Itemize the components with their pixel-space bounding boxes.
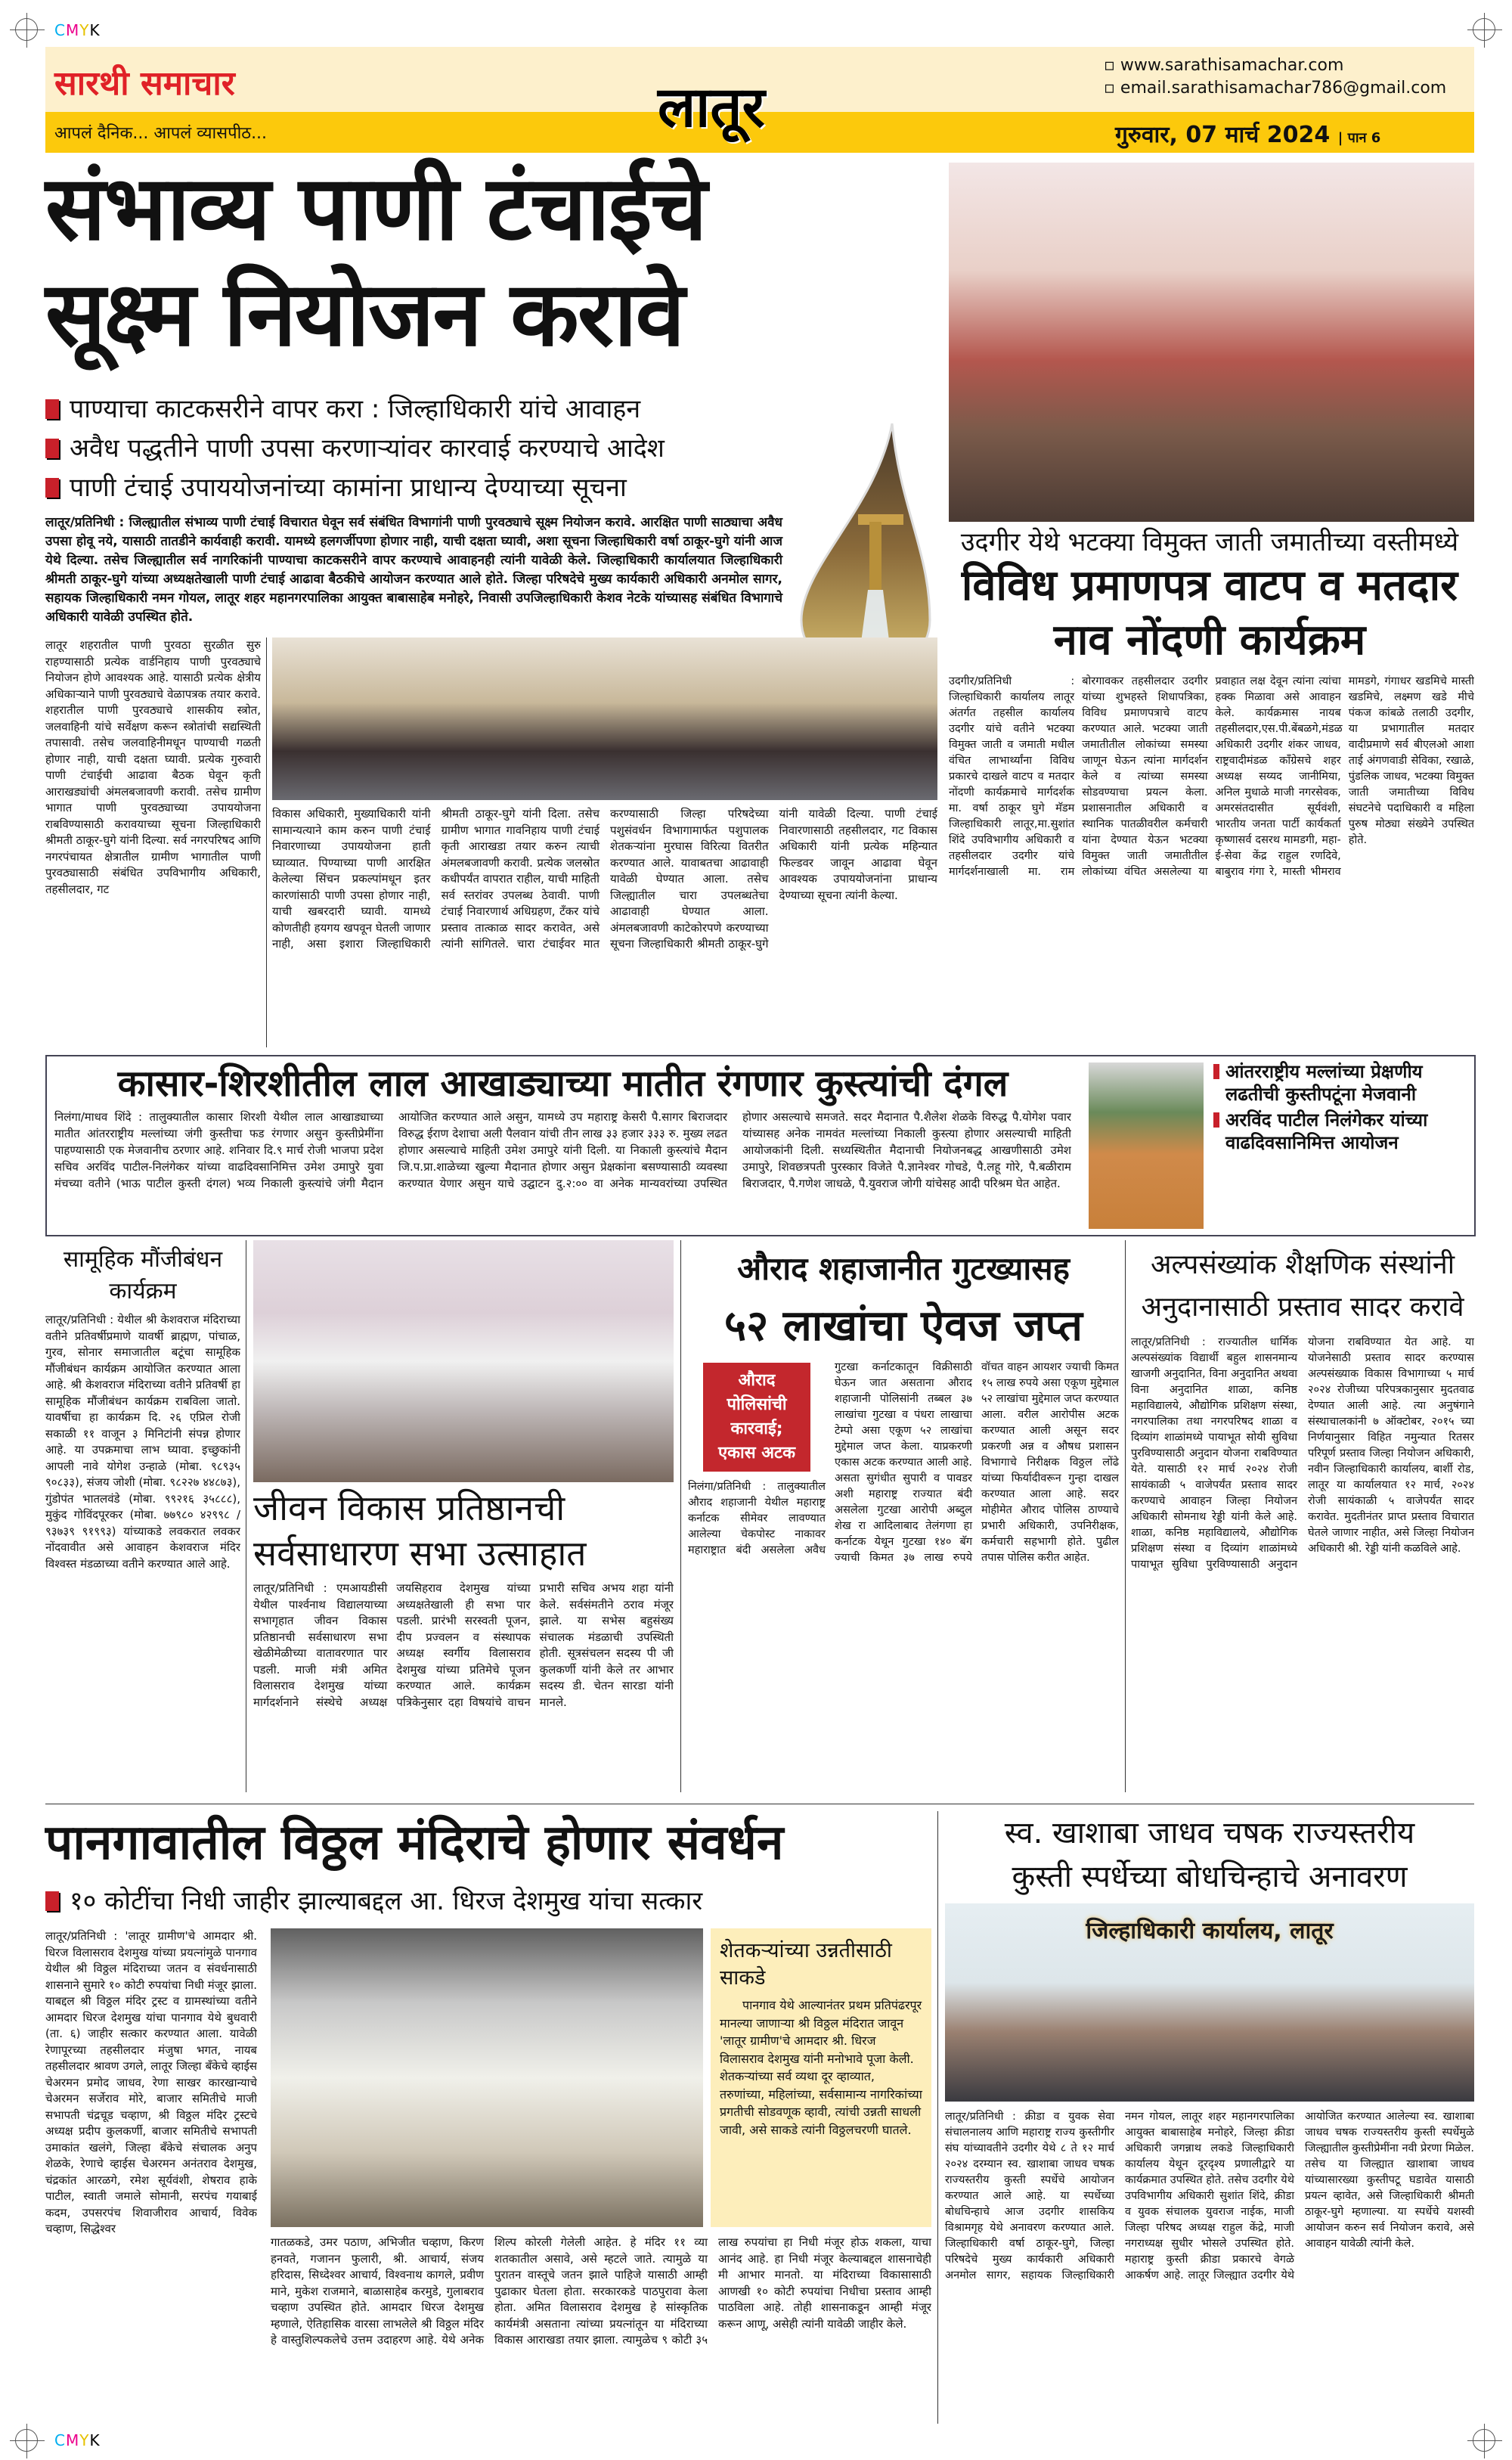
udgir-story	[945, 526, 1474, 1047]
udgir-body: उदगीर/प्रतिनिधी : जिल्हाधिकारी कार्यालय लातूर अंतर्गत तहसील कार्यालय उदगीर यांचे वतीने भटक्या विमुक्त जाती व जमाती मधील वंचित लाभार्थ्यांना विविध प्रकारचे दाखले वाटप व मतदार नोंदणी कार्यक्रमाचे मार्गदर्शक मा. वर्षा ठाकूर घुगे मॅडम जिल्हाधिकारी लातूर,मा.सुशांत शिंदे उपविभागीय अधिकारी व तहसीलदार उदगीर यांचे मार्गदर्शनाखाली मा. राम बोरगावकर तहसीलदार उदगीर यांच्या शुभहस्ते शिधापत्रिका, विविध प्रमाणपत्राचे वाटप करण्यात आले. भटक्या जाती जमातीतील लोकांच्या समस्या जाणून घेऊन त्यांना मार्गदर्शन केले व त्यांच्या समस्या सोडवण्याचा प्रयत्न केला. प्रशासनातील अधिकारी व स्थानिक पातळीवरील कर्मचारी यांना देण्यात येऊन भटक्या विमुक्त जाती जमातीतील लोकांच्या वंचित असलेल्या या प्रवाहात लक्ष देवून त्यांना त्यांचा हक्क मिळावा असे आवाहन केले. कार्यक्रमास नायब तहसीलदार,एस.पी.बेंबळगे,मंडळ अधिकारी उदगीर शंकर जाधव, राष्ट्रवादीमंडळ कॉंग्रेसचे शहर अध्यक्ष सय्यद जानीमिया, अनिल मुधाळे माजी नगरसेवक, अमरसंतदासीत सूर्यवंशी, भारतीय जनता पार्टी कार्यकर्ता कृष्णासर्व दसरथ मामडगी, महा-ई-सेवा केंद्र राहुल रणदिवे, बाबुराव गंगा रे, मास्ती भीमराव मामडगे, गंगाधर खडमिचे मास्ती खडमिचे, लक्ष्मण खडे मीचे पंकज कांबळे तलाठी उदगीर, या प्रभागातील मतदार वादीप्रमाणे सर्व बीएलओ आशा ताई अंगणवाडी सेविका, रखाळे, पुंडलिक जाधव, भटक्या विमुक्त जाती जमातीच्या विविध संघटनेचे पदाधिकारी व महिला पुरुष मोठ्या संख्येने उपस्थित होते.	[949, 675, 1474, 878]
bullet-item: अरविंद पाटील निलंगेकर यांच्या वाढदिवसानिमित्त आयोजन	[1213, 1109, 1470, 1154]
lead-headline: संभाव्य पाणी टंचाईचे सूक्ष्म नियोजन करावे	[45, 156, 706, 366]
contact-info	[1104, 54, 1446, 100]
munj-headline: सामूहिक मौंजीबंधन कार्यक्रम	[63, 1246, 223, 1304]
newspaper-logo: सारथी समाचार	[54, 64, 235, 103]
pangaon-body-under: गातळकडे, उमर पठाण, अभिजीत चव्हाण, किरण हनवते, गजानन फुलारी, श्री. आचार्य, संजय हरिदास, सिध्देश्वर आचार्य, विश्वनाथ कागले, प्रवीण माने, मुकेश राजमाने, बाळासाहेब करमुडे, गुलाबराव चव्हाण उपस्थित होते. आमदार धिरज देशमुख म्हणाले, ऐतिहासिक वारसा लाभलेले श्री विठ्ठल मंदिर हे वास्तुशिल्पकलेचे उत्तम उदाहरण आहे. येथे अनेक शिल्प कोरली गेलेली आहेत. हे मंदिर ११ व्या शतकातील असावे, असे म्हटले जाते. त्यामुळे या पुरातन वास्तूचे जतन झाले पाहिजे यासाठी आम्ही पुढाकार घेतला होता. सरकारकडे पाठपुरावा केला होता. अमित विलासराव देशमुख हे सांस्कृतिक कार्यमंत्री असताना त्यांच्या प्रयत्नांतून या मंदिराच्या विकास आराखडा तयार झाला. त्यामुळेच ९ कोटी ३५ लाख रुपयांचा हा निधी मंजूर होऊ शकला, याचा आनंद आहे. हा निधी मंजूर केल्याबद्दल शासनाचेही मी आभार मानतो. या मंदिराच्या विकासासाठी आणखी १० कोटी रुपयांचा निधीचा प्रस्ताव आम्ही पाठविला आहे. तोही शासनाकडून आम्ही मंजूर करून आणू, असेही त्यांनी यावेळी जाहीर केले.	[271, 2235, 931, 2347]
aurad-headline: औराद शहाजानीत गुटख्यासह ५२ लाखांचा ऐवज जप्त	[724, 1250, 1083, 1351]
website-link[interactable]: ▫ www.sarathisamachar.com	[1104, 56, 1344, 75]
munj-body: लातूर/प्रतिनिधी : येथील श्री केशवराज मंदिराच्या वतीने प्रतिवर्षीप्रमाणे यावर्षी ब्राह्मण, पांचाळ, गुरव, सोनार समाजातील बटूंचा सामूहिक मौंजीबंधन कार्यक्रम आयोजित करण्यात आला आहे. श्री केशवराज मंदिराच्या वतीने प्रतिवर्षी हा सामूहिक मौंजीबंधन कार्यक्रम राबविला जातो. यावर्षीचा हा कार्यक्रम दि. २६ एप्रिल रोजी सकाळी ११ वाजून ३ मिनिटांनी संपन्न होणार आहे. या उपक्रमाचा लाभ घ्यावा. इच्छुकांनी आपली नावे योगेश उन्हाळे (मोबा. ९८९३५ ९०८३३), संजय जोशी (मोबा. ९८२२७ ४४८७३), गुंडोपंत भातलवंडे (मोबा. ९९२१६ ३५८८८), मुकुंद गोविंदपूरकर (मोबा. ७७९८० ४२९९८ / ९३७३९ ९१९९३) यांच्याकडे लवकरात लवकर नोंदवावीत असे आवाहन केशवराज मंदिर विश्वस्त मंडळाच्या वतीने करण्यात आले आहे.	[45, 1313, 240, 1571]
wrestling-body: निलंगा/माधव शिंदे : तालुक्यातील कासार शिरशी येथील लाल आखाड्याच्या मातीत आंतरराष्ट्रीय मल्लांच्या जंगी कुस्तीचा फड रंगणार असुन कुस्तीप्रेमींना पाहण्यासाठी एक मेजवानीच ठरणार आहे. शनिवार दि.९ मार्च रोजी भाजपा प्रदेश सचिव अरविंद पाटील-निलंगेकर यांच्या वाढदिवसानिमित्त उमेश उमापुरे युवा मंचच्या वतीने (भाऊ पाटील कुस्ती दंगल) भव्य निकाली कुस्त्यांचे जंगी मैदान आयोजित करण्यात आले असुन, यामध्ये उप महाराष्ट्र केसरी पै.सागर बिराजदार विरुद्ध ईराण देशाचा अली पैलवान यांची तीन लाख ३३ हजार ३३३ रु. मुख्य लढत होणार असल्याचे माहिती उमेश उमापुरे यांनी दिली. या निकाली कुस्त्यांचे मैदान जि.प.प्रा.शाळेच्या खुल्या मैदानात होणार असुन प्रेक्षकांना बसण्यासाठी व्यवस्था करण्यात येणार असुन याचे उद्घाटन दु.२:०० वा अनेक मान्यवरांच्या उपस्थित होणार असल्याचे समजते. सदर मैदानात पै.शैलेश शेळके विरुद्ध पै.योगेश पवार यांच्यासह अनेक नामवंत मल्लांच्या निकाली कुस्त्या होणार असल्याची माहिती आयोजकांनी दिली. सध्यस्थितीत मैदानाची नियोजनबद्ध आखणीसाठी उमेश उमापुरे, शिवछत्रपती पुरस्कार विजेते पै.ज्ञानेश्वर गोचडे, पै.लहू गोरे, पै.बळीराम बिराजदार, पै.गणेश जाधळे, पै.युवराज जोगी यांचेसह आदी परिश्रम घेत आहेत.	[54, 1110, 1071, 1190]
aurad-body-columns	[688, 1360, 1119, 1792]
column-divider	[680, 1240, 681, 1792]
wrestling-headline: कासार-शिरशीतील लाल आखाड्याच्या मातीत रंगणार कुस्त्यांची दंगल	[117, 1062, 1009, 1105]
wrestler-photo	[1089, 1062, 1204, 1229]
meeting-photo	[272, 637, 937, 800]
farmers-sidebar-box	[711, 1928, 931, 2227]
lead-story-lower	[45, 637, 937, 1047]
column-divider	[937, 1811, 938, 2424]
lead-story-column: लातूर शहरातील पाणी पुरवठा सुरळीत सुरु राहण्यासाठी प्रत्येक वार्डनिहाय पाणी पुरवठ्याचे नियोजन होणे आवश्यक आहे. यासाठी प्रत्येक क्षेत्रीय अधिकाऱ्याने पाणी पुरवठ्याचे वेळापत्रक तयार करावे. शहरातील पाणी पुरवठ्याचे शासकीय स्त्रोत, जलवाहिनी यांचे सर्वेक्षण करून स्त्रोतांची सद्यस्थिती तपासावी. तसेच जलवाहिनीमधून पाण्याची गळती होणार नाही, याची दक्षता घ्यावी. प्रत्येक गुरुवारी पाणी टंचाईची आढावा बैठक घेवून कृती आराखड्यांची अंमलबजावणी करावी. तसेच ग्रामीण भागात पाणी पुरवठ्याच्या उपाययोजना राबविण्यासाठी करावयाच्या सूचना जिल्हाधिकारी श्रीमती ठाकूर-घुगे यांनी दिल्या. सर्व नगरपरिषद आणि नगरपंचायत क्षेत्रातील ग्रामीण भागातील पाणी पुरवठ्यासाठी संबंधित उपविभागीय अधिकारी, तहसीलदार, गट	[45, 638, 261, 896]
farmers-box-body: पानगाव येथे आल्यानंतर प्रथम प्रतिपंढरपूर मानल्या जाणाऱ्या श्री विठ्ठल मंदिरात जावून 'लातूर ग्रामीण'चे आमदार श्री. धिरज विलासराव देशमुख यांनी मनोभावे पूजा केली. शेतकऱ्यांच्या सर्व व्यथा दूर व्हाव्यात, तरुणांच्या, महिलांच्या, सर्वसामान्य नागरिकांच्या प्रगतीची सोडवणूक व्हावी, त्यांची उन्नती साधली जावी, असे साकडे त्यांनी विठ्ठलचरणी घातले.	[720, 1998, 922, 2137]
felicitation-photo	[271, 1928, 703, 2227]
lead-story-columns: विकास अधिकारी, मुख्याधिकारी यांनी सामान्यत्याने काम करुन पाणी टंचाई निवारणाच्या उपाययोजना हाती घ्याव्यात. पिण्याच्या पाणी आरक्षित केलेल्या सिंचन प्रकल्पांमधून इतर कारणांसाठी पाणी उपसा होणार नाही, याची खबरदारी घ्यावी. यामध्ये कोणतीही हयगय खपवून घेतली जाणार नाही, असा इशारा जिल्हाधिकारी श्रीमती ठाकूर-घुगे यांनी दिला. तसेच ग्रामीण भागात गावनिहाय पाणी टंचाई कृती आराखडा तयार करुन त्याची अंमलबजावणी करावी. प्रत्येक जलस्रोत कधीपर्यंत वापरात राहील, याची माहिती सर्व स्तरांवर उपलब्ध ठेवावी. पाणी टंचाई निवारणार्थ अधिग्रहण, टँकर यांचे प्रस्ताव तात्काळ सादर करावेत, असे त्यांनी सांगितले. चारा टंचाईवर मात करण्यासाठी जिल्हा परिषदेच्या पशुसंवर्धन विभागामार्फत पशुपालक शेतकऱ्यांना मुरघास विरित्या वितरीत करण्यात आले. यावाबतचा आढावाही यावेळी घेण्यात आला. तसेच जिल्ह्यातील चारा उपलब्धतेचा आढावाही घेण्यात आला. अंमलबजावणी काटेकोरपणे करण्याच्या सूचना जिल्हाधिकारी श्रीमती ठाकूर-घुगे यांनी यावेळी दिल्या. पाणी टंचाई निवारणासाठी तहसीलदार, गट विकास अधिकारी यांनी प्रत्येक महिन्यात फिल्डवर जावून आढावा घेवून आवश्यक उपाययोजनांना प्राधान्य देण्याच्या सूचना त्यांनी केल्या.	[272, 807, 937, 951]
lead-paragraph: लातूर/प्रतिनिधी : जिल्ह्यातील संभाव्य पाणी टंचाई विचारात घेवून सर्व संबंधित विभागांनी पाणी पुरवठ्याचे सूक्ष्म नियोजन करावे. आरक्षित पाणी साठ्याचा अवैध उपसा होवू नये, यासाठी तातडीने कार्यवाही करावी. यामध्ये हलगर्जीपणा होणार नाही, याची दक्षता घ्यावी, अशा सूचना जिल्हाधिकारी वर्षा ठाकूर-घुगे यांनी आज येथे दिल्या. तसेच जिल्ह्यातील सर्व नागरिकांनी पाण्याचा काटकसरीने वापर करण्याचे आवाहनही त्यांनी यावेळी केले. जिल्हाधिकारी कार्यालयात जिल्हाधिकारी श्रीमती ठाकूर-घुगे यांच्या अध्यक्षतेखाली पाणी टंचाई आढावा बैठकीचे आयोजन करण्यात आले होते. जिल्हा परिषदेचे मुख्य कार्यकारी अधिकारी अनमोल सागर, सहायक जिल्हाधिकारी नमन गोयल, लातूर शहर महानगरपालिका आयुक्त बाबासाहेब मनोहरे, निवासी उपजिल्हाधिकारी केशव नेटके यांच्यासह संबंधित विभागाचे अधिकारी यावेळी उपस्थित होते.	[45, 515, 782, 625]
jeevan-body: लातूर/प्रतिनिधी : एमआयडीसी येथील पार्श्वनाथ विद्यालयाच्या सभागृहात जीवन विकास प्रतिष्ठानची सर्वसाधारण सभा खेळीमेळीच्या वातावरणात पार पडली. माजी मंत्री अमित विलासराव देशमुख यांच्या मार्गदर्शनाने संस्थेचे अध्यक्ष जयसिहराव देशमुख यांच्या अध्यक्षतेखाली ही सभा पार पडली. प्रारंभी सरस्वती पूजन, दीप प्रज्वलन व संस्थापक अध्यक्ष स्वर्गीय विलासराव देशमुख यांच्या प्रतिमेचे पूजन करण्यात आले. कार्यक्रम पत्रिकेनुसार दहा विषयांचे वाचन प्रभारी सचिव अभय शहा यांनी केले. सर्वसंमतीने ठराव मंजूर झाले. या सभेस बहुसंख्य संचालक मंडळाची उपस्थिती होती. सूत्रसंचलन सदस्य पी जी कुलकर्णी यांनी केले तर आभार सदस्य डी. चेतन सारडा यांनी मानले.	[253, 1581, 674, 1709]
registration-mark-icon	[15, 18, 38, 41]
issue-date: गुरुवार, 07 मार्च 2024 | पान 6	[1115, 122, 1381, 148]
registration-mark-icon	[15, 2429, 38, 2452]
aurad-callout: औराद पोलिसांची कारवाई; एकास अटक	[703, 1363, 810, 1472]
farmers-box-title: शेतकऱ्यांच्या उन्नतीसाठी साकडे	[720, 1939, 892, 1990]
minority-body: लातूर/प्रतिनिधी : राज्यातील धार्मिक अल्पसंख्यांक विद्यार्थी बहुल शासनमान्य खाजगी अनुदानित, विना अनुदानित अथवा विना अनुदानित शाळा, कनिष्ठ महाविद्यालये, औद्योगिक प्रशिक्षण संस्था, नगरपालिका तथा नगरपरिषद शाळा व दिव्यांग शाळांमध्ये पायाभूत सोयी सुविधा पुरविण्यासाठी अनुदान योजना राबविण्यात येते. यासाठी १२ मार्च २०२४ रोजी सायंकाळी ५ वाजेपर्यंत प्रस्ताव सादर करण्याचे आवाहन जिल्हा नियोजन अधिकारी सोमनाथ रेड्डी यांनी केले आहे. शाळा, कनिष्ठ महाविद्यालये, औद्योगिक प्रशिक्षण संस्था व दिव्यांग शाळांमध्ये पायाभूत सुविधा पुरविण्यासाठी अनुदान योजना राबविण्यात येत आहे. या योजनेसाठी प्रस्ताव सादर करण्यास अल्पसंख्याक विकास विभागाच्या ५ मार्च २०२४ रोजीच्या परिपत्रकानुसार मुदतवाढ देण्यात आली आहे. त्या अनुषंगाने संस्थाचालकांनी ७ ऑक्टोबर, २०१५ च्या निर्णयानुसार विहित नमुन्यात रितसर परिपूर्ण प्रस्ताव जिल्हा नियोजन अधिकारी, नवीन जिल्हाधिकारी कार्यालय, बार्शी रोड, लातूर या कार्यालयात १२ मार्च, २०२४ रोजी सायंकाळी ५ वाजेपर्यंत सादर करावेत. मुदतीनंतर प्राप्त प्रस्ताव विचारात घेतले जाणार नाहीत, असे जिल्हा नियोजन अधिकारी श्री. रेड्डी यांनी कळविले आहे.	[1131, 1336, 1474, 1571]
lead-story-body	[45, 389, 937, 1047]
edition-city: लातूर	[658, 75, 765, 140]
wrestling-highlights	[1213, 1060, 1470, 1157]
logo-unveiling-photo	[945, 1903, 1474, 2102]
office-signboard: जिल्हाधिकारी कार्यालय, लातूर	[1086, 1918, 1334, 1944]
udgir-kicker: उदगीर येथे भटक्या विमुक्त जाती जमातीच्या वस्तीमध्ये	[960, 527, 1459, 557]
bullet-item: आंतरराष्ट्रीय मल्लांच्या प्रेक्षणीय लढतीची कुस्तीपटूंना मेजवानी	[1213, 1060, 1470, 1106]
udgir-event-photo	[949, 163, 1474, 522]
pangaon-right	[271, 1928, 931, 2421]
aurad-body: निलंगा/प्रतिनिधी : तालुक्यातील औराद शहाजानी येथील महाराष्ट्र कर्नाटक सीमेवर लावण्यात आलेल्या चेकपोस्ट नाकावर महाराष्ट्रात बंदी असलेला अवैध गुटखा कर्नाटकातून विक्रीसाठी घेऊन जात असताना औराद शहाजानी पोलिसांनी तब्बल ३७ लाखांचा गुटखा व पंधरा लाखाचा टेम्पो असा एकूण ५२ लाखांचा मुद्देमाल जप्त केला. याप्रकरणी एकास अटक करण्यात आली आहे. असता सुगंधीत सुपारी व पावडर अशी महाराष्ट्र राज्यात बंदी असलेला गुटखा आरोपी अब्दुल शेख रा आदिलाबाद तेलंगणा हा कर्नाटक येथून गुटखा १४० बॅग ज्याची किमत ३७ लाख रुपये वॉचत वाहन आयशर ज्याची किमत १५ लाख रुपये असा एकूण मुद्देमाल ५२ लाखांचा मुद्देमाल जप्त करण्यात आला. वरील आरोपीस अटक करण्यात आली असून सदर प्रकरणी अन्न व औषध प्रशासन विभागाचे निरीक्षक विठ्ठल लोंढे यांच्या फिर्यादीवरून गुन्हा दाखल करण्यात आला आहे. सदर मोहीमेत औराद पोलिस ठाण्याचे प्रभारी अधिकारी, उपनिरीक्षक, कर्मचारी सहभागी होते. पुढील तपास पोलिस करीत आहेत.	[688, 1361, 1119, 1564]
column-divider	[266, 637, 267, 1047]
bullet-item: अवैध पद्धतीने पाणी उपसा करणाऱ्यांवर कारवाई करण्याचे आदेश	[45, 429, 782, 468]
udgir-headline: विविध प्रमाणपत्र वाटप व मतदार नाव नोंदणी कार्यक्रम	[961, 561, 1458, 665]
minority-headline: अल्पसंख्यांक शैक्षणिक संस्थांनी अनुदानासाठी प्रस्ताव सादर करावे	[1141, 1249, 1464, 1323]
kusti-logo-body: लातूर/प्रतिनिधी : क्रीडा व युवक सेवा संचालनालय आणि महाराष्ट्र राज्य कुस्तीगीर संघ यांच्यावतीने उदगीर येथे ८ ते १२ मार्च २०२४ दरम्यान स्व. खाशाबा जाधव चषक राज्यस्तरीय कुस्ती स्पर्धेचे आयोजन करण्यात आले आहे. या स्पर्धेच्या बोधचिन्हाचे आज उदगीर शासकिय विश्रामगृह येथे अनावरण करण्यात आले. जिल्हाधिकारी वर्षा ठाकूर-घुगे, जिल्हा परिषदेचे मुख्य कार्यकारी अधिकारी अनमोल सागर, सहायक जिल्हाधिकारी नमन गोयल, लातूर शहर महानगरपालिका आयुक्त बाबासाहेब मनोहरे, जिल्हा क्रीडा अधिकारी जगन्नाथ लकडे जिल्हाधिकारी कार्यालय येथून दूरदृश्य प्रणालीद्वारे या कार्यक्रमात उपस्थित होते. तसेच उदगीर येथे उपविभागीय अधिकारी सुशांत शिंदे, क्रीडा व युवक संचालक युवराज नाईक, माजी जिल्हा परिषद अध्यक्ष राहुल केंद्रे, माजी नगराध्यक्ष सुधीर भोसले उपस्थित होते. महाराष्ट्र कुस्ती क्रीडा प्रकारचे वेगळे आकर्षण आहे. लातूर जिल्ह्यात उदगीर येथे आयोजित करण्यात आलेल्या स्व. खाशाबा जाधव चषक राज्यस्तरीय कुस्ती स्पर्धेमुळे जिल्ह्यातील कुस्तीप्रेमींना नवी प्रेरणा मिळेल. तसेच या जिल्ह्यात खाशाबा जाधव यांच्यासारख्या कुस्तीपटू घडावेत यासाठी प्रयत्न व्हावेत, असे जिल्हाधिकारी श्रीमती ठाकूर-घुगे म्हणाल्या. या स्पर्धेचे यशस्वी आयोजन करुन सर्व नियोजन करावे, असे आवाहन यावेळी त्यांनी केले.	[945, 2111, 1474, 2282]
lead-story-right	[272, 637, 937, 1047]
pangaon-media-row	[271, 1928, 931, 2227]
kusti-logo-headline: स्व. खाशाबा जाधव चषक राज्यस्तरीय कुस्ती स्पर्धेच्या बोधचिन्हाचे अनावरण	[1004, 1816, 1415, 1894]
pangaon-headline: पानगावातील विठ्ठल मंदिराचे होणार संवर्धन	[45, 1815, 784, 1871]
pangaon-lower	[45, 1928, 931, 2421]
jeevan-vikas-photo	[253, 1240, 674, 1482]
registration-mark-icon	[1473, 2429, 1495, 2452]
bullet-item: पाण्याचा काटकसरीने वापर करा : जिल्हाधिकारी यांचे आवाहन	[45, 389, 782, 429]
bullet-item: पाणी टंचाई उपाययोजनांच्या कामांना प्राधान्य देण्याच्या सूचना	[45, 468, 782, 507]
minority-story	[1131, 1244, 1474, 1792]
registration-mark-icon	[1473, 18, 1495, 41]
pangaon-body-left: लातूर/प्रतिनिधी : 'लातूर ग्रामीण'चे आमदार श्री. धिरज विलासराव देशमुख यांच्या प्रयत्नांमुळे पानगाव येथील श्री विठ्ठल मंदिराच्या जतन व संवर्धनासाठी शासनाने सुमारे १० कोटी रुपयांचा निधी मंजूर झाला. याबद्दल श्री विठ्ठल मंदिर ट्रस्ट व ग्रामस्थांच्या वतीने आमदार धिरज देशमुख यांचा पानगाव येथे बुधवारी (ता. ६) जाहीर सत्कार करण्यात आला. यावेळी रेणापूरच्या तहसीलदार मंजुषा भगत, नायब तहसीलदार श्रावण उगले, लातूर जिल्हा बँकेचे व्हाईस चेअरमन प्रमोद जाधव, रेणा साखर कारखान्याचे चेअरमन सर्जेराव मोरे, बाजार समितीचे माजी सभापती चंद्रचूड चव्हाण, श्री विठ्ठल मंदिर ट्रस्टचे अध्यक्ष प्रदीप कुलकर्णी, बाजार समितीचे सभापती उमाकांत खलंगे, जिल्हा बँकेचे संचालक अनुप शेळके, रेणाचे व्हाईस चेअरमन अनंतराव देशमुख, चंद्रकांत आरळगे, रमेश सूर्यवंशी, शेषराव हाके पाटील, स्वाती जमाले सोमानी, सरपंच गयाबाई कदम, उपसरपंच शिवाजीराव आचार्य, विवेक चव्हाण, सिद्धेश्वर	[45, 1929, 257, 2235]
jeevan-story	[253, 1240, 674, 1792]
cmyk-mark-top: CMYK	[54, 21, 101, 39]
email-link[interactable]: ▫ email.sarathisamachar786@gmail.com	[1104, 79, 1447, 98]
munj-story	[45, 1244, 240, 1792]
wrestling-story	[54, 1059, 1071, 1231]
column-divider	[1125, 1240, 1126, 1792]
lead-bullets	[45, 389, 782, 507]
tagline: आपलं दैनिक... आपलं व्यासपीठ...	[54, 124, 268, 143]
pangaon-subheadline: १० कोटींचा निधी जाहीर झाल्याबद्दल आ. धिरज देशमुख यांचा सत्कार	[45, 1880, 931, 1922]
pangaon-story	[45, 1809, 931, 2421]
cmyk-mark-bottom: CMYK	[54, 2431, 101, 2449]
kusti-logo-story	[945, 1811, 1474, 2421]
aurad-story	[688, 1240, 1119, 1792]
jeevan-headline: जीवन विकास प्रतिष्ठानची सर्वसाधारण सभा उत्साहात	[253, 1487, 587, 1574]
